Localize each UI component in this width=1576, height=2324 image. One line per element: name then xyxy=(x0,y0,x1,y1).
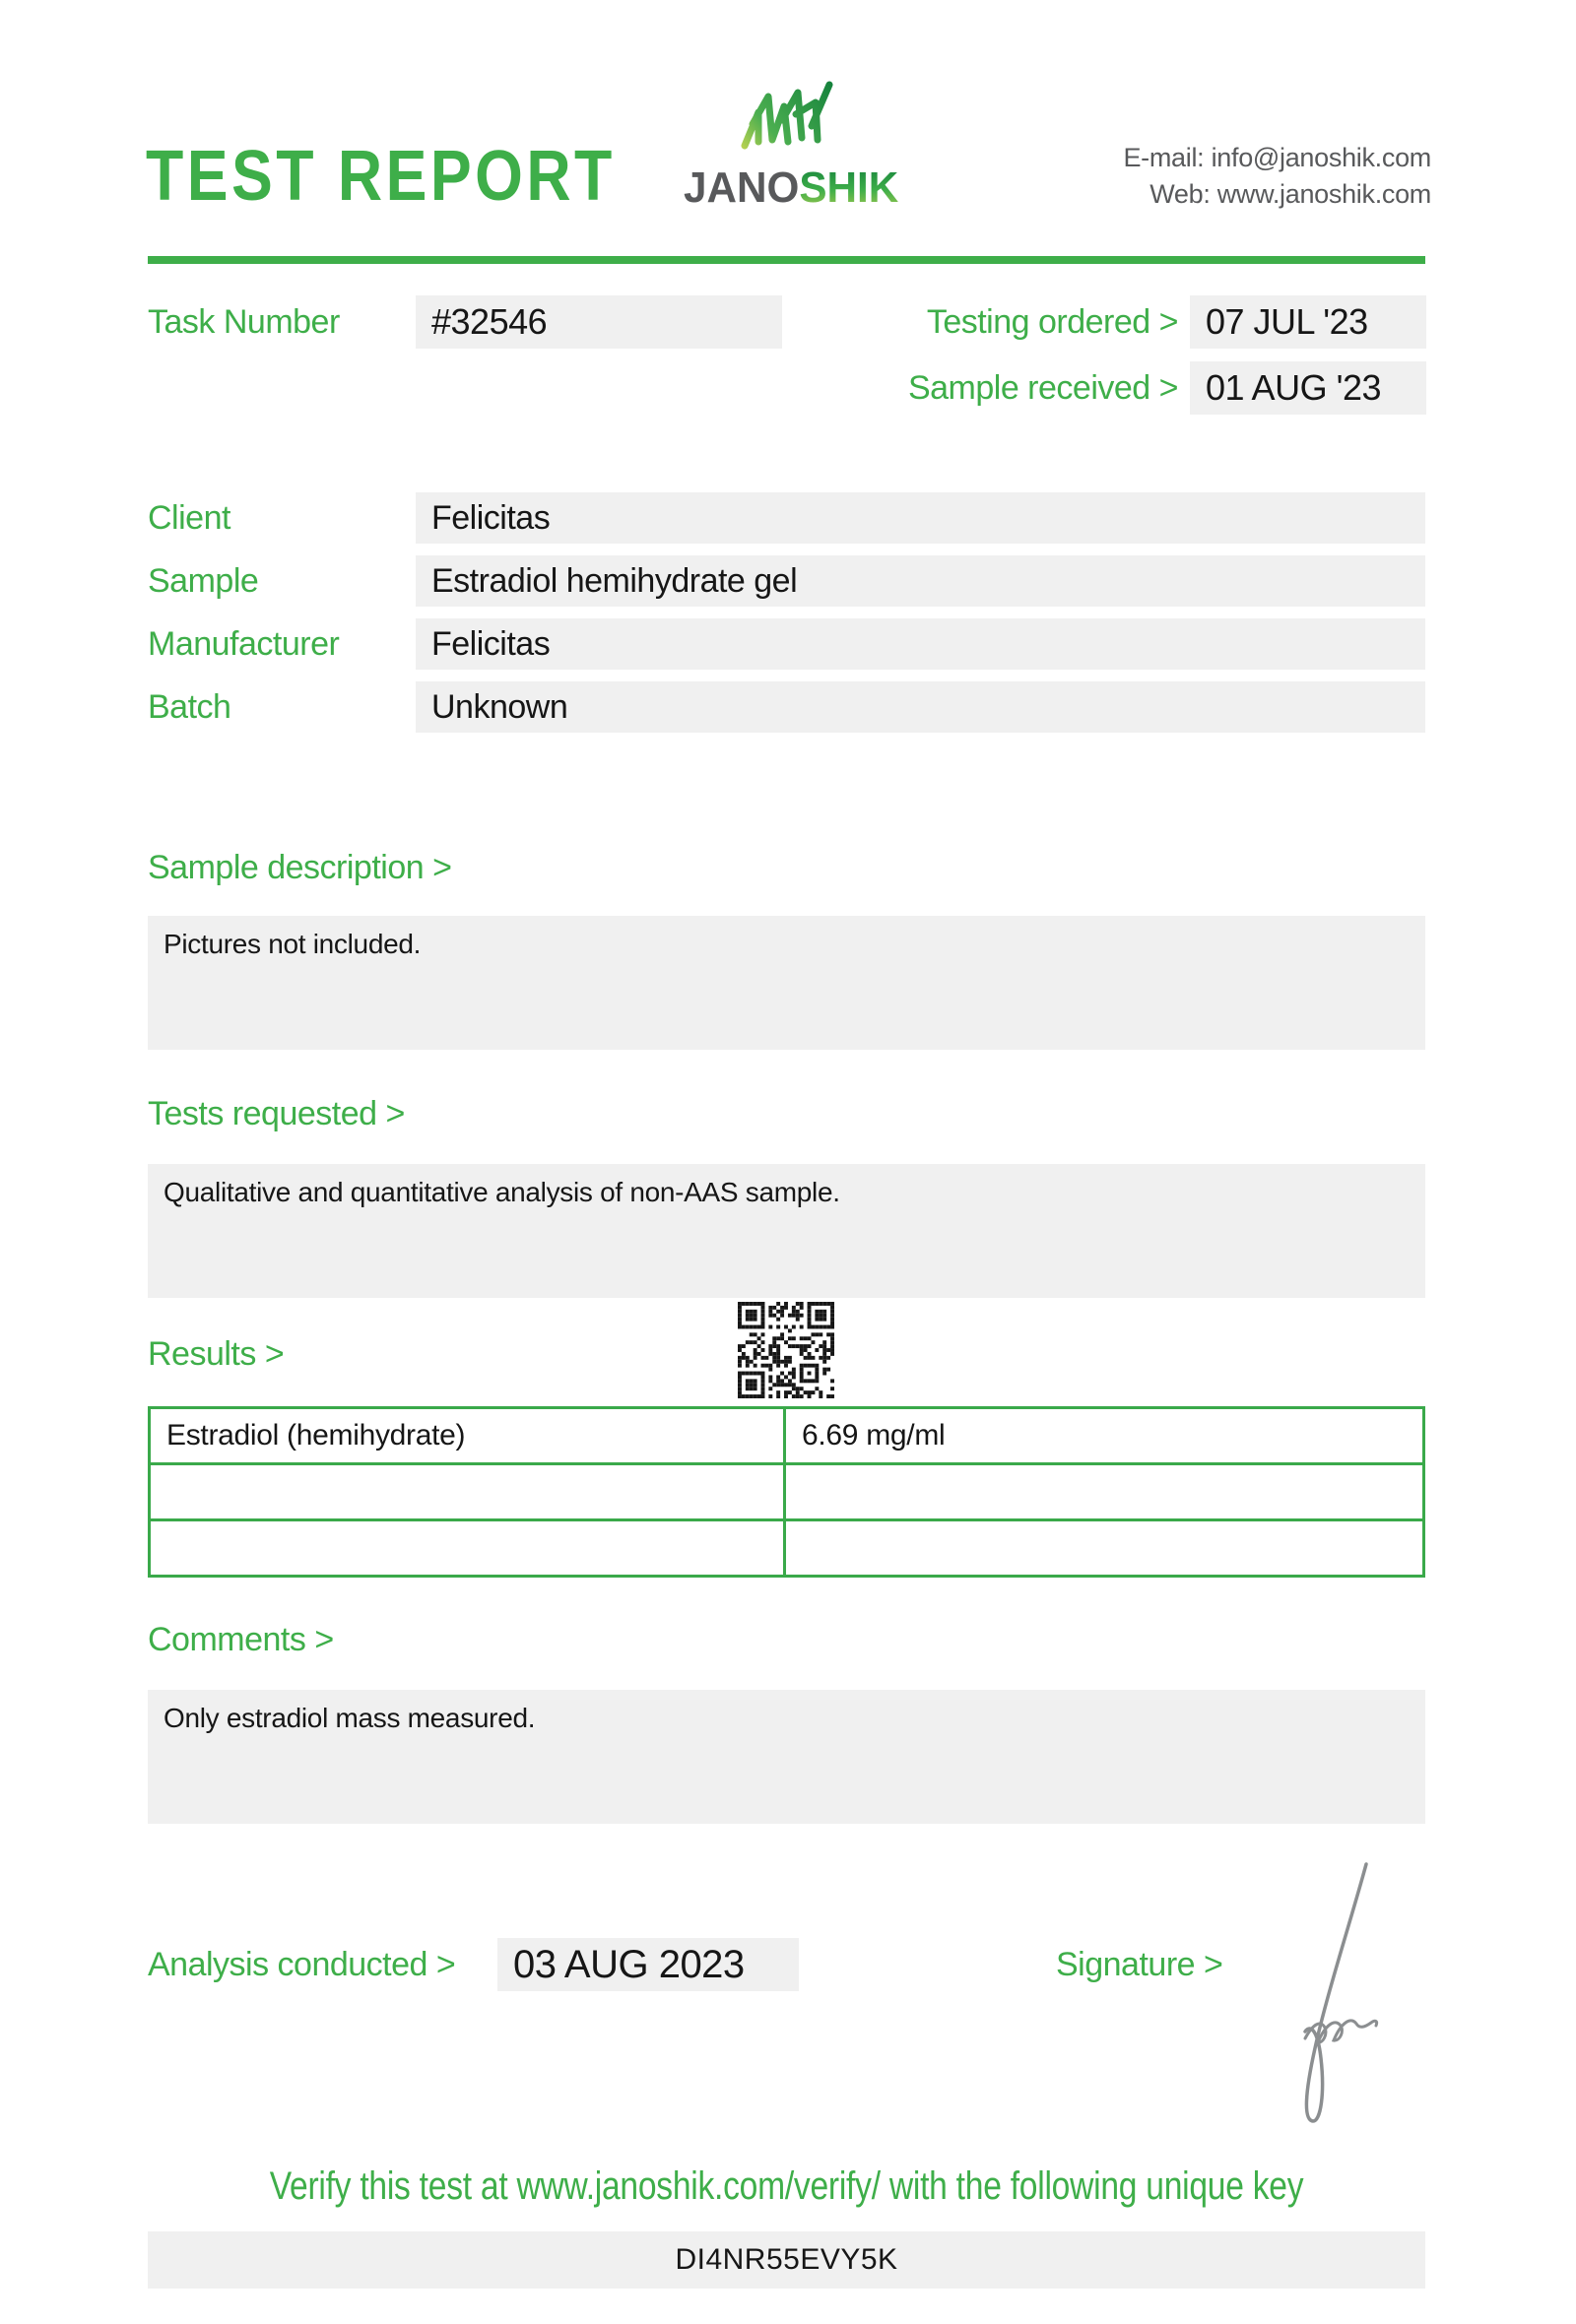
result-value-cell: 6.69 mg/ml xyxy=(802,1419,946,1452)
result-name-cell xyxy=(151,1521,786,1575)
task-number-value: #32546 xyxy=(431,301,548,342)
testing-ordered-box xyxy=(1190,295,1426,349)
task-number-label: Task Number xyxy=(148,303,340,341)
comments-text: Only estradiol mass measured. xyxy=(164,1703,536,1733)
signature-label: Signature > xyxy=(1056,1946,1223,1983)
table-row xyxy=(151,1409,1422,1465)
unique-key-value: DI4NR55EVY5K xyxy=(675,2243,898,2276)
sample-received-box xyxy=(1190,361,1426,415)
verify-instruction: Verify this test at www.janoshik.com/verify/ with the following unique key xyxy=(269,2164,1304,2208)
results-heading: Results > xyxy=(148,1335,285,1373)
sample-description-heading: Sample description > xyxy=(148,849,452,886)
sample-description-text: Pictures not included. xyxy=(164,929,422,959)
manufacturer-value: Felicitas xyxy=(431,624,551,663)
analysis-date-value: 03 AUG 2023 xyxy=(513,1942,745,1986)
result-name-cell: Estradiol (hemihydrate) xyxy=(151,1409,786,1462)
page-title: TEST REPORT xyxy=(146,137,616,216)
analysis-date-box xyxy=(497,1938,799,1991)
tests-requested-box xyxy=(148,1164,1425,1298)
brand-name-green: SHIK xyxy=(799,163,899,212)
contact-block xyxy=(1123,140,1431,213)
sample-received-value: 01 AUG '23 xyxy=(1206,367,1381,408)
result-name-cell xyxy=(151,1465,786,1518)
comments-heading: Comments > xyxy=(148,1621,334,1658)
signature-image xyxy=(1276,1856,1384,2132)
tests-requested-text: Qualitative and quantitative analysis of non-AAS sample. xyxy=(164,1177,840,1207)
testing-ordered-label: Testing ordered > xyxy=(926,303,1178,341)
comments-box xyxy=(148,1690,1425,1824)
task-number-box xyxy=(416,295,782,349)
client-value: Felicitas xyxy=(431,498,551,537)
sample-value: Estradiol hemihydrate gel xyxy=(431,561,798,600)
manufacturer-box xyxy=(416,618,1425,670)
brand-wordmark xyxy=(684,163,898,213)
batch-label: Batch xyxy=(148,688,231,726)
tests-requested-heading: Tests requested > xyxy=(148,1095,405,1132)
client-label: Client xyxy=(148,499,230,537)
web-line: Web: www.janoshik.com xyxy=(1149,179,1431,209)
sample-box xyxy=(416,555,1425,607)
qr-code xyxy=(738,1302,834,1398)
brand-name-gray: JANO xyxy=(684,163,800,212)
table-row xyxy=(151,1521,1422,1575)
batch-value: Unknown xyxy=(431,687,568,726)
results-table xyxy=(148,1406,1425,1578)
unique-key-box xyxy=(148,2231,1425,2289)
batch-box xyxy=(416,681,1425,733)
testing-ordered-value: 07 JUL '23 xyxy=(1206,301,1368,342)
manufacturer-label: Manufacturer xyxy=(148,625,340,663)
sample-label: Sample xyxy=(148,562,259,600)
client-box xyxy=(416,492,1425,544)
sample-description-box xyxy=(148,916,1425,1050)
analysis-conducted-label: Analysis conducted > xyxy=(148,1946,456,1983)
result-value-cell xyxy=(786,1465,1422,1518)
result-value-cell xyxy=(786,1521,1422,1575)
email-line: E-mail: info@janoshik.com xyxy=(1123,143,1431,172)
brand-chart-icon xyxy=(739,81,833,160)
sample-received-label: Sample received > xyxy=(907,369,1178,407)
header-divider xyxy=(148,256,1425,264)
table-row xyxy=(151,1465,1422,1521)
